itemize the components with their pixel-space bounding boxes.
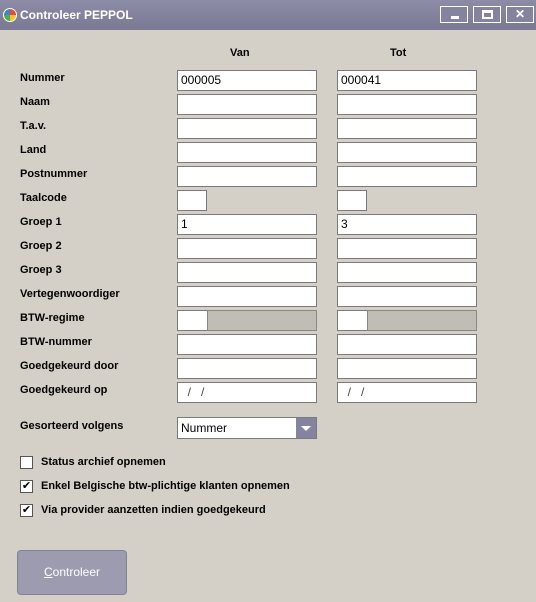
minimize-button[interactable] — [440, 6, 468, 23]
postnummer-van-input[interactable] — [177, 166, 317, 187]
taalcode-van-input[interactable] — [177, 190, 207, 211]
controleer-label: ontroleer — [52, 565, 101, 579]
checkmark-icon: ✔ — [21, 504, 32, 516]
groep2-van-input[interactable] — [177, 238, 317, 259]
goedgekeurd-op-van-date[interactable]: / / — [177, 382, 317, 403]
label-land: Land — [20, 144, 47, 156]
option-label: Status archief opnemen — [41, 456, 166, 468]
nummer-tot-input[interactable]: 000041 — [337, 70, 477, 91]
controleer-button[interactable] — [17, 550, 127, 595]
btwregime-van-description — [207, 310, 317, 331]
vertegenwoordiger-van-input[interactable] — [177, 286, 317, 307]
label-taalcode: Taalcode — [20, 192, 67, 204]
label-goedgekeurd-door: Goedgekeurd door — [20, 360, 119, 372]
goedgekeurd-op-tot-date[interactable]: / / — [337, 382, 477, 403]
close-button[interactable] — [506, 6, 534, 23]
column-header-tot: Tot — [390, 47, 407, 59]
groep1-van-input[interactable]: 1 — [177, 214, 317, 235]
column-header-van: Van — [230, 47, 250, 59]
label-vertegenwoordiger: Vertegenwoordiger — [20, 288, 120, 300]
sort-dropdown-value: Nummer — [181, 421, 228, 435]
vertegenwoordiger-tot-input[interactable] — [337, 286, 477, 307]
label-goedgekeurd-op: Goedgekeurd op — [20, 384, 108, 396]
naam-van-input[interactable] — [177, 94, 317, 115]
naam-tot-input[interactable] — [337, 94, 477, 115]
maximize-icon — [482, 10, 493, 19]
groep3-tot-input[interactable] — [337, 262, 477, 283]
app-logo-icon — [3, 8, 17, 22]
groep1-tot-input[interactable]: 3 — [337, 214, 477, 235]
option-label: Via provider aanzetten indien goedgekeurd — [41, 504, 266, 516]
btwregime-van-input[interactable] — [177, 310, 208, 331]
window-title: Controleer PEPPOL — [20, 8, 133, 22]
goedgekeurd-door-tot-input[interactable] — [337, 358, 477, 379]
label-groep2: Groep 2 — [20, 240, 62, 252]
goedgekeurd-door-van-input[interactable] — [177, 358, 317, 379]
minimize-icon — [451, 16, 459, 19]
label-btwnummer: BTW-nummer — [20, 336, 92, 348]
checkbox-via-provider[interactable] — [20, 504, 33, 517]
label-nummer: Nummer — [20, 72, 65, 84]
label-gesorteerd-volgens: Gesorteerd volgens — [20, 420, 124, 432]
controleer-accelerator: C — [43, 565, 53, 579]
btwregime-tot-input[interactable] — [337, 310, 368, 331]
label-naam: Naam — [20, 96, 50, 108]
checkmark-icon: ✔ — [21, 480, 32, 492]
btwregime-tot-description — [367, 310, 477, 331]
nummer-van-input[interactable]: 000005 — [177, 70, 317, 91]
btwnummer-van-input[interactable] — [177, 334, 317, 355]
title-bar — [0, 0, 536, 30]
checkbox-status-archief[interactable] — [20, 456, 33, 469]
land-van-input[interactable] — [177, 142, 317, 163]
taalcode-tot-input[interactable] — [337, 190, 367, 211]
sort-dropdown-button[interactable] — [296, 418, 316, 438]
tav-van-input[interactable] — [177, 118, 317, 139]
close-icon: ✕ — [514, 7, 526, 21]
label-btwregime: BTW-regime — [20, 312, 85, 324]
label-tav: T.a.v. — [20, 120, 47, 132]
option-label: Enkel Belgische btw-plichtige klanten opnemen — [41, 480, 290, 492]
btwnummer-tot-input[interactable] — [337, 334, 477, 355]
tav-tot-input[interactable] — [337, 118, 477, 139]
chevron-down-icon — [301, 426, 311, 431]
label-groep3: Groep 3 — [20, 264, 62, 276]
groep2-tot-input[interactable] — [337, 238, 477, 259]
maximize-button[interactable] — [473, 6, 501, 23]
postnummer-tot-input[interactable] — [337, 166, 477, 187]
label-postnummer: Postnummer — [20, 168, 88, 180]
groep3-van-input[interactable] — [177, 262, 317, 283]
checkbox-belgische-btw-plichtig[interactable] — [20, 480, 33, 493]
label-groep1: Groep 1 — [20, 216, 62, 228]
sort-dropdown[interactable] — [177, 417, 317, 439]
land-tot-input[interactable] — [337, 142, 477, 163]
